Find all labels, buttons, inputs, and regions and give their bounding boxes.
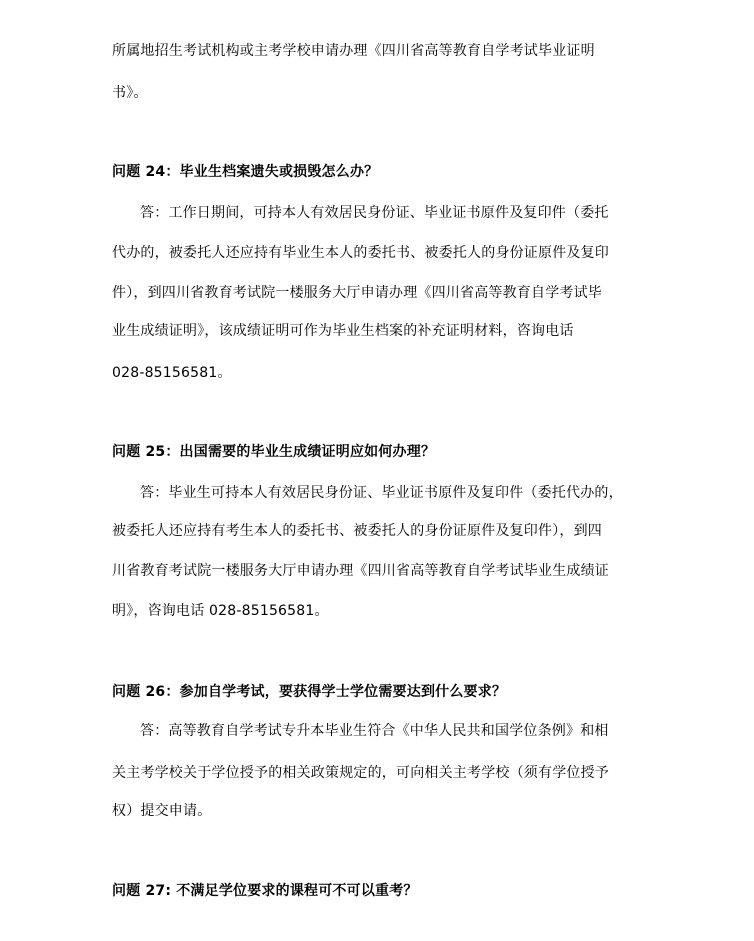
text-line: 所属地招生考试机构或主考学校申请办理《四川省高等教育自学考试毕业证明 [112, 43, 595, 59]
question-heading: 问题 25：出国需要的毕业生成绩证明应如何办理？ [112, 444, 436, 460]
text-line: 代办的，被委托人还应持有毕业生本人的委托书、被委托人的身份证原件及复印 [112, 245, 609, 261]
answer-line: 答：毕业生可持本人有效居民身份证、毕业证书原件及复印件（委托代办的， [140, 485, 623, 501]
text-line: 关主考学校关于学位授予的相关政策规定的，可向相关主考学校（须有学位授予 [112, 765, 609, 781]
text-line: 川省教育考试院一楼服务大厅申请办理《四川省高等教育自学考试毕业生成绩证 [112, 563, 609, 579]
text-line: 书》。 [112, 85, 148, 101]
text-line: 028-85156581。 [112, 365, 232, 381]
answer-line: 答：工作日期间，可持本人有效居民身份证、毕业证书原件及复印件（委托 [140, 205, 609, 221]
text-line: 件），到四川省教育考试院一楼服务大厅申请办理《四川省高等教育自学考试毕 [112, 285, 602, 301]
answer-line: 答：高等教育自学考试专升本毕业生符合《中华人民共和国学位条例》和相 [140, 723, 609, 739]
question-heading: 问题 26：参加自学考试，要获得学士学位需要达到什么要求？ [112, 684, 507, 700]
text-line: 明》，咨询电话 028-85156581。 [112, 603, 329, 619]
text-line: 业生成绩证明》，该成绩证明可作为毕业生档案的补充证明材料，咨询电话 [112, 323, 574, 339]
text-line: 权）提交申请。 [112, 803, 212, 819]
question-heading: 问题 24：毕业生档案遗失或损毁怎么办？ [112, 164, 379, 180]
text-line: 被委托人还应持有考生本人的委托书、被委托人的身份证原件及复印件），到四 [112, 523, 602, 539]
question-heading: 问题 27: 不满足学位要求的课程可不可以重考？ [112, 883, 418, 899]
